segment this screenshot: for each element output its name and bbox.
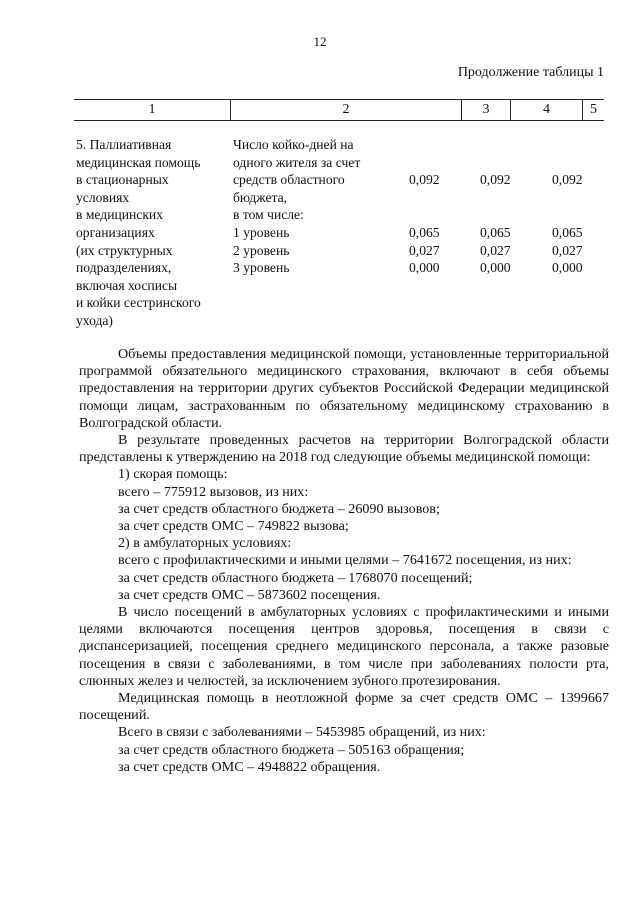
table-value-cell: 0,000 — [552, 260, 583, 276]
service-type-line: условиях — [76, 189, 130, 205]
table-value-cell: 0,065 — [409, 225, 440, 240]
body-list-line: 2) в амбулаторных условиях: — [118, 535, 292, 552]
document-body — [79, 346, 609, 776]
table-value-cell: 0,092 — [480, 172, 511, 188]
body-list-line: за счет средств ОМС – 749822 вызова; — [118, 518, 349, 535]
service-type-line: в медицинских — [76, 207, 163, 223]
table-header-cell: 3 — [462, 100, 511, 120]
table-value-cell: 0,000 — [480, 260, 511, 276]
service-type-line: (их структурных — [76, 242, 173, 258]
body-paragraph: Объемы предоставления медицинской помощи, установленные территориальной программой обязательного медицинского страхования, включают в себя объемы предоставления на территории других субъектов Российской Федерации медицинской помощи лицам, застрахованным по обязательному медицинскому страхованию в Волгоградской области. — [79, 346, 609, 431]
table-value-cell: 0,027 — [409, 242, 440, 258]
table-header-row — [74, 99, 604, 121]
body-list-line: 1) скорая помощь: — [118, 466, 228, 483]
service-type-line: медицинская помощь — [76, 154, 201, 170]
body-paragraph: Медицинская помощь в неотложной форме за счет средств ОМС – 1399667 посещений. — [79, 690, 609, 724]
table-value-cell: 0,065 — [480, 225, 511, 240]
service-type-line: ухода) — [76, 312, 113, 328]
indicator-line: Число койко-дней на — [233, 137, 354, 152]
indicator-line: в том числе: — [233, 207, 304, 223]
body-list-line: за счет средств областного бюджета – 505163 обращения; — [118, 741, 465, 758]
service-type-cell — [76, 136, 226, 330]
indicator-line: бюджета, — [233, 189, 288, 205]
indicator-line: одного жителя за счет — [233, 154, 361, 170]
table-value-cell: 0,092 — [409, 172, 440, 188]
indicator-line: 3 уровень — [233, 260, 290, 276]
table-continuation-label: Продолжение таблицы 1 — [457, 65, 604, 80]
body-list-line: Всего в связи с заболеваниями – 5453985 обращений, из них: — [118, 724, 486, 741]
table-value-cell: 0,065 — [552, 225, 583, 240]
table-value-cell: 0,027 — [552, 242, 583, 258]
body-list-line: за счет средств ОМС – 4948822 обращения. — [118, 758, 381, 775]
body-list-line: за счет средств областного бюджета – 26090 вызовов; — [118, 500, 440, 517]
indicator-line: 1 уровень — [233, 224, 290, 240]
indicator-line: 2 уровень — [233, 242, 290, 258]
indicator-line: средств областного — [233, 172, 345, 188]
service-type-line: и койки сестринского — [76, 295, 201, 311]
body-paragraph: В число посещений в амбулаторных условиях с профилактическими и иными целями включаются посещения центров здоровья, посещения в связи с диспансеризацией, посещения среднего медицинского персонала, а также разовые посещения в связи с заболеваниями, в том числе при заболеваниях полости рта, слюнных желез и челюстей, за исключением зубного протезирования. — [79, 604, 609, 689]
body-list-line: за счет средств ОМС – 5873602 посещения. — [118, 586, 381, 603]
table-header-cell: 1 — [74, 100, 231, 120]
service-type-line: организациях — [76, 224, 155, 240]
service-type-line: 5. Паллиативная — [76, 137, 172, 152]
body-list-line: за счет средств областного бюджета – 1768070 посещений; — [118, 569, 473, 586]
service-type-line: в стационарных — [76, 172, 169, 188]
page-number: 12 — [313, 34, 327, 49]
table-value-cell: 0,027 — [480, 242, 511, 258]
table-value-cell: 0,000 — [409, 260, 440, 276]
indicator-cell — [233, 136, 403, 277]
body-list-line: всего – 775912 вызовов, из них: — [118, 483, 309, 500]
table-value-cell: 0,092 — [552, 172, 583, 188]
table-header-cell: 2 — [231, 100, 462, 120]
table-header-cell: 4 — [511, 100, 583, 120]
body-paragraph: В результате проведенных расчетов на территории Волгоградской области представлены к утверждению на 2018 год следующие объемы медицинской помощи: — [79, 432, 609, 466]
body-list-line: всего с профилактическими и иными целями – 7641672 посещения, из них: — [118, 552, 572, 569]
service-type-line: включая хосписы — [76, 277, 178, 293]
table-header-cell: 5 — [590, 102, 597, 117]
service-type-line: подразделениях, — [76, 260, 172, 276]
